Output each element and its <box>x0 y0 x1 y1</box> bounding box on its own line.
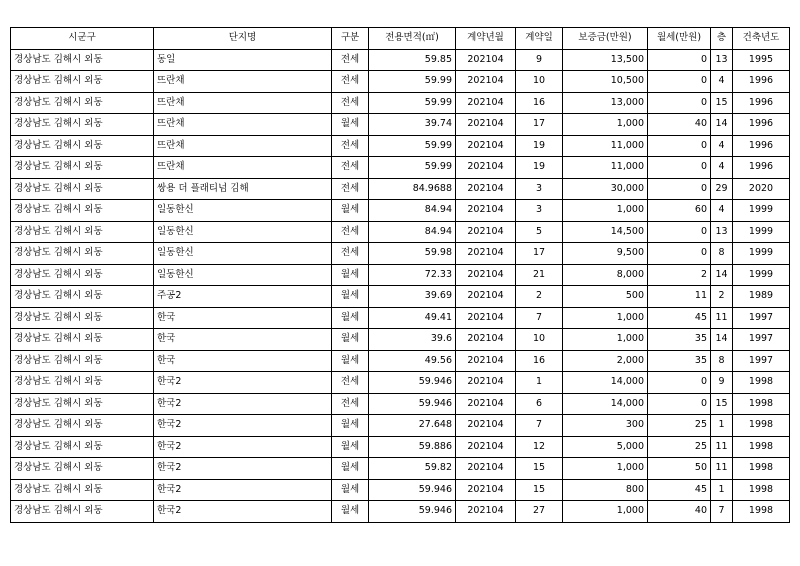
cell-type: 전세 <box>332 243 369 265</box>
cell-monthly-rent: 40 <box>648 501 711 523</box>
cell-district: 경상남도 김해시 외동 <box>11 49 154 71</box>
cell-complex-name: 쌍용 더 플래티넘 김해 <box>154 178 332 200</box>
cell-floor: 7 <box>711 501 733 523</box>
cell-deposit: 9,500 <box>563 243 648 265</box>
cell-build-year: 1997 <box>733 329 790 351</box>
cell-deposit: 2,000 <box>563 350 648 372</box>
cell-type: 전세 <box>332 92 369 114</box>
cell-district: 경상남도 김해시 외동 <box>11 178 154 200</box>
cell-deposit: 14,500 <box>563 221 648 243</box>
table-row <box>11 393 790 415</box>
cell-contract-month: 202104 <box>456 92 516 114</box>
cell-build-year: 1989 <box>733 286 790 308</box>
table-row <box>11 307 790 329</box>
cell-monthly-rent: 45 <box>648 479 711 501</box>
cell-area: 84.94 <box>369 200 456 222</box>
cell-floor: 11 <box>711 458 733 480</box>
cell-district: 경상남도 김해시 외동 <box>11 243 154 265</box>
cell-deposit: 1,000 <box>563 458 648 480</box>
cell-type: 전세 <box>332 372 369 394</box>
cell-district: 경상남도 김해시 외동 <box>11 71 154 93</box>
cell-type: 월세 <box>332 350 369 372</box>
cell-area: 59.886 <box>369 436 456 458</box>
cell-district: 경상남도 김해시 외동 <box>11 264 154 286</box>
cell-contract-month: 202104 <box>456 114 516 136</box>
cell-monthly-rent: 25 <box>648 436 711 458</box>
table-row <box>11 479 790 501</box>
cell-complex-name: 한국 <box>154 329 332 351</box>
cell-area: 59.946 <box>369 393 456 415</box>
cell-district: 경상남도 김해시 외동 <box>11 92 154 114</box>
cell-contract-month: 202104 <box>456 264 516 286</box>
cell-district: 경상남도 김해시 외동 <box>11 114 154 136</box>
cell-build-year: 1998 <box>733 458 790 480</box>
cell-type: 월세 <box>332 200 369 222</box>
cell-floor: 11 <box>711 307 733 329</box>
cell-complex-name: 한국 <box>154 307 332 329</box>
table-row <box>11 221 790 243</box>
cell-build-year: 1996 <box>733 92 790 114</box>
cell-contract-month: 202104 <box>456 415 516 437</box>
cell-build-year: 1999 <box>733 200 790 222</box>
cell-district: 경상남도 김해시 외동 <box>11 157 154 179</box>
cell-monthly-rent: 0 <box>648 92 711 114</box>
table-row <box>11 49 790 71</box>
cell-monthly-rent: 45 <box>648 307 711 329</box>
table-row <box>11 415 790 437</box>
cell-complex-name: 일동한신 <box>154 264 332 286</box>
table-row <box>11 200 790 222</box>
cell-district: 경상남도 김해시 외동 <box>11 329 154 351</box>
cell-build-year: 1997 <box>733 307 790 329</box>
cell-floor: 8 <box>711 243 733 265</box>
cell-contract-day: 27 <box>516 501 563 523</box>
cell-deposit: 1,000 <box>563 329 648 351</box>
cell-contract-day: 19 <box>516 135 563 157</box>
header-complex-name: 단지명 <box>154 28 332 50</box>
cell-district: 경상남도 김해시 외동 <box>11 501 154 523</box>
cell-contract-month: 202104 <box>456 178 516 200</box>
cell-deposit: 30,000 <box>563 178 648 200</box>
cell-monthly-rent: 35 <box>648 350 711 372</box>
cell-build-year: 1996 <box>733 114 790 136</box>
cell-contract-day: 10 <box>516 71 563 93</box>
cell-complex-name: 일동한신 <box>154 221 332 243</box>
cell-monthly-rent: 60 <box>648 200 711 222</box>
cell-type: 전세 <box>332 71 369 93</box>
cell-contract-day: 15 <box>516 458 563 480</box>
cell-build-year: 1999 <box>733 264 790 286</box>
cell-contract-month: 202104 <box>456 501 516 523</box>
cell-deposit: 14,000 <box>563 393 648 415</box>
table-row <box>11 436 790 458</box>
cell-contract-month: 202104 <box>456 71 516 93</box>
cell-complex-name: 뜨란채 <box>154 157 332 179</box>
cell-build-year: 1998 <box>733 436 790 458</box>
cell-monthly-rent: 0 <box>648 372 711 394</box>
table-row <box>11 71 790 93</box>
cell-contract-day: 15 <box>516 479 563 501</box>
cell-contract-day: 3 <box>516 178 563 200</box>
cell-contract-month: 202104 <box>456 393 516 415</box>
cell-area: 39.6 <box>369 329 456 351</box>
cell-deposit: 11,000 <box>563 157 648 179</box>
cell-contract-day: 9 <box>516 49 563 71</box>
cell-complex-name: 주공2 <box>154 286 332 308</box>
cell-floor: 4 <box>711 200 733 222</box>
cell-complex-name: 뜨란채 <box>154 92 332 114</box>
cell-monthly-rent: 2 <box>648 264 711 286</box>
cell-monthly-rent: 0 <box>648 49 711 71</box>
cell-complex-name: 한국2 <box>154 436 332 458</box>
cell-contract-month: 202104 <box>456 49 516 71</box>
cell-contract-month: 202104 <box>456 200 516 222</box>
cell-area: 59.99 <box>369 92 456 114</box>
cell-type: 월세 <box>332 436 369 458</box>
header-build-year: 건축년도 <box>733 28 790 50</box>
cell-type: 전세 <box>332 178 369 200</box>
cell-contract-month: 202104 <box>456 329 516 351</box>
cell-floor: 1 <box>711 415 733 437</box>
cell-deposit: 13,500 <box>563 49 648 71</box>
cell-type: 월세 <box>332 114 369 136</box>
table-row <box>11 92 790 114</box>
cell-build-year: 1998 <box>733 479 790 501</box>
cell-build-year: 1998 <box>733 501 790 523</box>
cell-contract-day: 19 <box>516 157 563 179</box>
header-district: 시군구 <box>11 28 154 50</box>
cell-district: 경상남도 김해시 외동 <box>11 479 154 501</box>
cell-floor: 13 <box>711 221 733 243</box>
cell-monthly-rent: 0 <box>648 71 711 93</box>
cell-district: 경상남도 김해시 외동 <box>11 307 154 329</box>
cell-contract-month: 202104 <box>456 372 516 394</box>
cell-floor: 15 <box>711 393 733 415</box>
cell-area: 59.82 <box>369 458 456 480</box>
cell-type: 전세 <box>332 157 369 179</box>
cell-type: 전세 <box>332 49 369 71</box>
header-deposit: 보증금(만원) <box>563 28 648 50</box>
cell-deposit: 10,500 <box>563 71 648 93</box>
table-row <box>11 329 790 351</box>
table-row <box>11 286 790 308</box>
cell-monthly-rent: 0 <box>648 178 711 200</box>
cell-deposit: 8,000 <box>563 264 648 286</box>
cell-district: 경상남도 김해시 외동 <box>11 393 154 415</box>
cell-floor: 29 <box>711 178 733 200</box>
cell-district: 경상남도 김해시 외동 <box>11 200 154 222</box>
cell-contract-day: 17 <box>516 243 563 265</box>
table-row <box>11 372 790 394</box>
cell-monthly-rent: 0 <box>648 157 711 179</box>
cell-contract-month: 202104 <box>456 307 516 329</box>
cell-area: 84.94 <box>369 221 456 243</box>
table-row <box>11 458 790 480</box>
cell-build-year: 2020 <box>733 178 790 200</box>
cell-district: 경상남도 김해시 외동 <box>11 372 154 394</box>
cell-area: 39.74 <box>369 114 456 136</box>
transaction-table <box>10 27 790 523</box>
cell-monthly-rent: 50 <box>648 458 711 480</box>
cell-district: 경상남도 김해시 외동 <box>11 436 154 458</box>
cell-contract-month: 202104 <box>456 479 516 501</box>
cell-complex-name: 뜨란채 <box>154 114 332 136</box>
cell-floor: 13 <box>711 49 733 71</box>
cell-district: 경상남도 김해시 외동 <box>11 350 154 372</box>
cell-area: 59.99 <box>369 71 456 93</box>
cell-area: 39.69 <box>369 286 456 308</box>
cell-build-year: 1996 <box>733 157 790 179</box>
cell-floor: 15 <box>711 92 733 114</box>
table-row <box>11 350 790 372</box>
cell-floor: 9 <box>711 372 733 394</box>
cell-contract-day: 10 <box>516 329 563 351</box>
cell-type: 전세 <box>332 393 369 415</box>
cell-build-year: 1999 <box>733 243 790 265</box>
cell-monthly-rent: 25 <box>648 415 711 437</box>
cell-floor: 14 <box>711 264 733 286</box>
cell-area: 72.33 <box>369 264 456 286</box>
cell-deposit: 11,000 <box>563 135 648 157</box>
cell-district: 경상남도 김해시 외동 <box>11 135 154 157</box>
cell-contract-day: 6 <box>516 393 563 415</box>
cell-contract-month: 202104 <box>456 243 516 265</box>
cell-contract-day: 16 <box>516 92 563 114</box>
cell-contract-day: 16 <box>516 350 563 372</box>
table-row <box>11 135 790 157</box>
cell-deposit: 1,000 <box>563 114 648 136</box>
cell-type: 월세 <box>332 264 369 286</box>
cell-complex-name: 일동한신 <box>154 200 332 222</box>
cell-area: 84.9688 <box>369 178 456 200</box>
cell-contract-month: 202104 <box>456 135 516 157</box>
cell-build-year: 1996 <box>733 135 790 157</box>
cell-deposit: 14,000 <box>563 372 648 394</box>
cell-type: 전세 <box>332 221 369 243</box>
cell-type: 월세 <box>332 501 369 523</box>
cell-contract-month: 202104 <box>456 221 516 243</box>
cell-contract-month: 202104 <box>456 436 516 458</box>
header-type: 구분 <box>332 28 369 50</box>
cell-build-year: 1999 <box>733 221 790 243</box>
cell-floor: 11 <box>711 436 733 458</box>
cell-build-year: 1998 <box>733 393 790 415</box>
cell-area: 49.56 <box>369 350 456 372</box>
cell-type: 월세 <box>332 415 369 437</box>
cell-area: 59.85 <box>369 49 456 71</box>
cell-complex-name: 동일 <box>154 49 332 71</box>
cell-type: 전세 <box>332 135 369 157</box>
cell-build-year: 1996 <box>733 71 790 93</box>
cell-deposit: 1,000 <box>563 501 648 523</box>
cell-contract-day: 7 <box>516 307 563 329</box>
header-contract-month: 계약년월 <box>456 28 516 50</box>
cell-deposit: 500 <box>563 286 648 308</box>
cell-deposit: 13,000 <box>563 92 648 114</box>
header-row <box>11 28 790 50</box>
cell-area: 59.946 <box>369 372 456 394</box>
cell-type: 월세 <box>332 286 369 308</box>
cell-deposit: 1,000 <box>563 307 648 329</box>
cell-type: 월세 <box>332 307 369 329</box>
cell-floor: 8 <box>711 350 733 372</box>
cell-floor: 14 <box>711 114 733 136</box>
cell-monthly-rent: 40 <box>648 114 711 136</box>
table-row <box>11 178 790 200</box>
cell-floor: 4 <box>711 135 733 157</box>
cell-monthly-rent: 11 <box>648 286 711 308</box>
cell-deposit: 800 <box>563 479 648 501</box>
header-monthly-rent: 월세(만원) <box>648 28 711 50</box>
cell-build-year: 1995 <box>733 49 790 71</box>
cell-floor: 4 <box>711 157 733 179</box>
table-row <box>11 114 790 136</box>
cell-monthly-rent: 0 <box>648 221 711 243</box>
header-area: 전용면적(㎡) <box>369 28 456 50</box>
cell-contract-day: 5 <box>516 221 563 243</box>
cell-floor: 4 <box>711 71 733 93</box>
cell-type: 월세 <box>332 458 369 480</box>
cell-monthly-rent: 0 <box>648 243 711 265</box>
cell-deposit: 1,000 <box>563 200 648 222</box>
header-contract-day: 계약일 <box>516 28 563 50</box>
cell-monthly-rent: 35 <box>648 329 711 351</box>
table-row <box>11 501 790 523</box>
cell-contract-day: 21 <box>516 264 563 286</box>
cell-type: 월세 <box>332 329 369 351</box>
cell-contract-month: 202104 <box>456 286 516 308</box>
table-row <box>11 157 790 179</box>
cell-complex-name: 뜨란채 <box>154 71 332 93</box>
cell-deposit: 300 <box>563 415 648 437</box>
cell-contract-day: 12 <box>516 436 563 458</box>
cell-floor: 2 <box>711 286 733 308</box>
header-floor: 층 <box>711 28 733 50</box>
cell-contract-day: 7 <box>516 415 563 437</box>
table-row <box>11 243 790 265</box>
cell-contract-day: 2 <box>516 286 563 308</box>
cell-monthly-rent: 0 <box>648 135 711 157</box>
cell-contract-month: 202104 <box>456 350 516 372</box>
cell-area: 59.98 <box>369 243 456 265</box>
cell-area: 59.99 <box>369 135 456 157</box>
cell-build-year: 1997 <box>733 350 790 372</box>
cell-complex-name: 한국2 <box>154 501 332 523</box>
cell-contract-day: 17 <box>516 114 563 136</box>
cell-deposit: 5,000 <box>563 436 648 458</box>
cell-build-year: 1998 <box>733 372 790 394</box>
cell-build-year: 1998 <box>733 415 790 437</box>
cell-complex-name: 한국2 <box>154 479 332 501</box>
cell-contract-day: 1 <box>516 372 563 394</box>
cell-contract-month: 202104 <box>456 157 516 179</box>
cell-contract-month: 202104 <box>456 458 516 480</box>
cell-area: 27.648 <box>369 415 456 437</box>
cell-district: 경상남도 김해시 외동 <box>11 286 154 308</box>
cell-complex-name: 한국2 <box>154 393 332 415</box>
cell-complex-name: 일동한신 <box>154 243 332 265</box>
cell-area: 59.99 <box>369 157 456 179</box>
cell-floor: 14 <box>711 329 733 351</box>
table-row <box>11 264 790 286</box>
cell-contract-day: 3 <box>516 200 563 222</box>
cell-complex-name: 한국2 <box>154 415 332 437</box>
cell-district: 경상남도 김해시 외동 <box>11 458 154 480</box>
cell-monthly-rent: 0 <box>648 393 711 415</box>
cell-floor: 1 <box>711 479 733 501</box>
cell-type: 월세 <box>332 479 369 501</box>
cell-complex-name: 한국2 <box>154 372 332 394</box>
cell-district: 경상남도 김해시 외동 <box>11 415 154 437</box>
cell-complex-name: 뜨란채 <box>154 135 332 157</box>
cell-complex-name: 한국 <box>154 350 332 372</box>
cell-area: 59.946 <box>369 501 456 523</box>
cell-district: 경상남도 김해시 외동 <box>11 221 154 243</box>
cell-complex-name: 한국2 <box>154 458 332 480</box>
cell-area: 49.41 <box>369 307 456 329</box>
cell-area: 59.946 <box>369 479 456 501</box>
